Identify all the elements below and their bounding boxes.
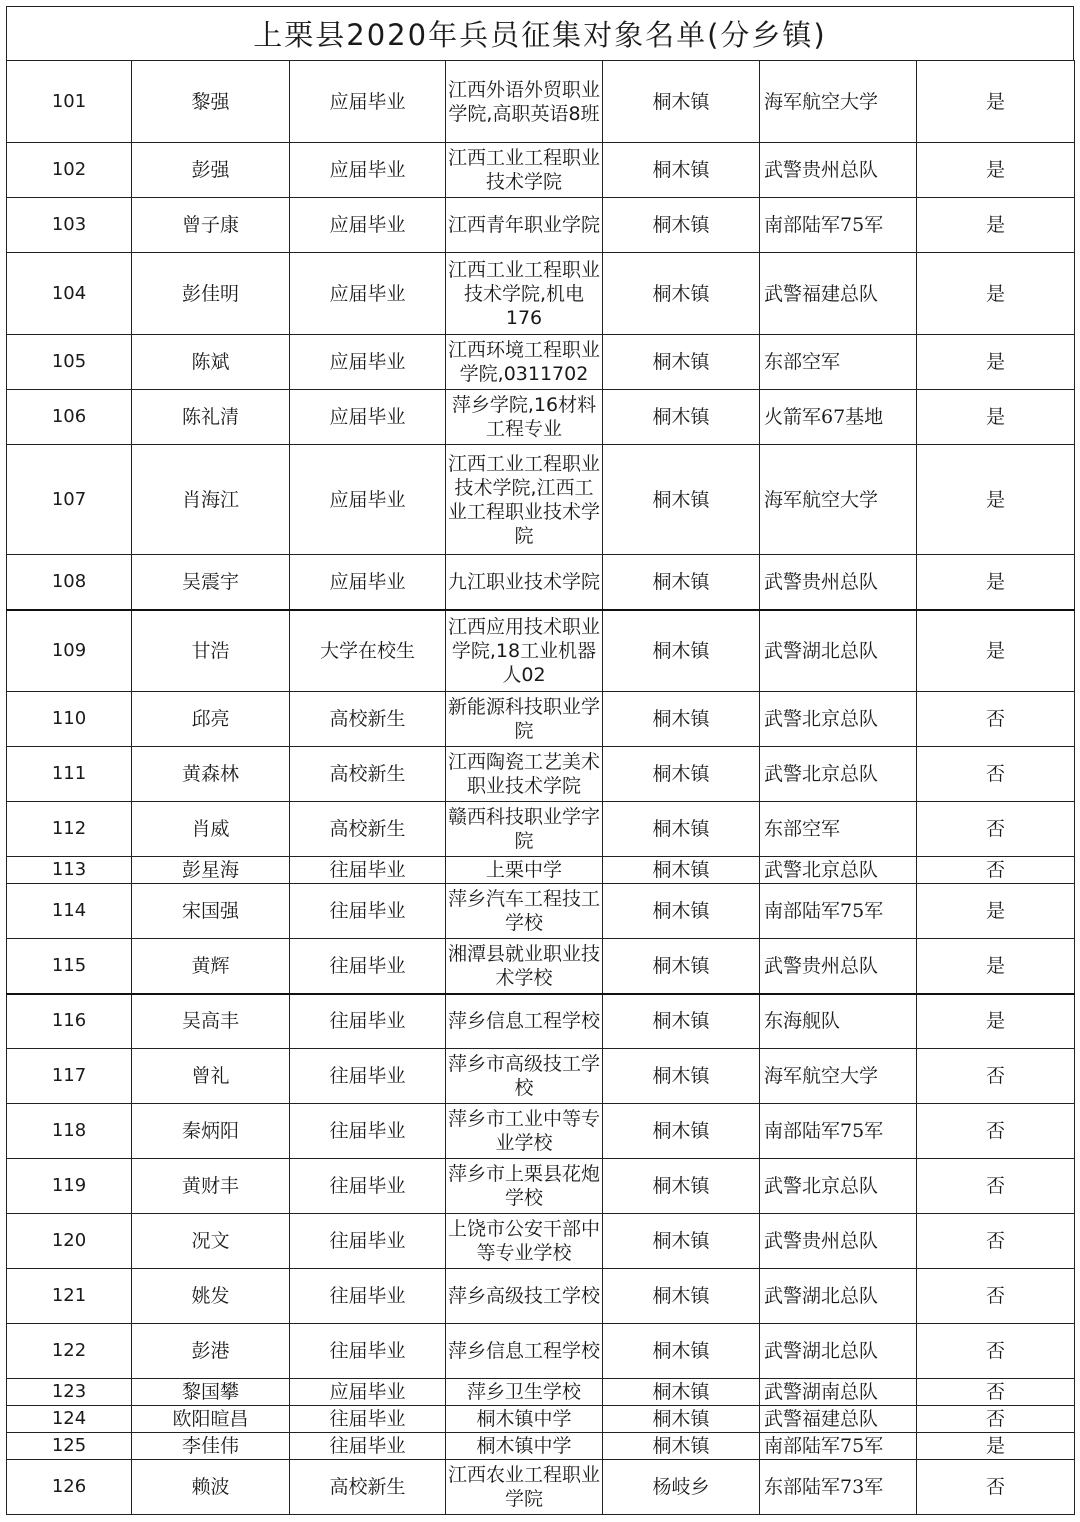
row-category: 应届毕业 xyxy=(290,253,446,335)
row-unit: 东部空军 xyxy=(760,802,917,857)
row-school: 新能源科技职业学院 xyxy=(446,692,603,747)
row-flag: 是 xyxy=(917,445,1075,555)
row-flag: 否 xyxy=(917,1460,1075,1515)
row-flag: 是 xyxy=(917,61,1075,143)
row-school: 江西工业工程职业技术学院,机电176 xyxy=(446,253,603,335)
row-name: 曾子康 xyxy=(132,198,290,253)
table-row xyxy=(7,994,1075,1049)
row-category: 应届毕业 xyxy=(290,335,446,390)
row-name: 姚发 xyxy=(132,1269,290,1324)
row-number: 115 xyxy=(7,939,132,994)
row-unit: 南部陆军75军 xyxy=(760,884,917,939)
row-town: 桐木镇 xyxy=(603,1214,760,1269)
row-name: 彭佳明 xyxy=(132,253,290,335)
table-row xyxy=(7,747,1075,802)
table-row xyxy=(7,143,1075,198)
row-name: 黎强 xyxy=(132,61,290,143)
table-row xyxy=(7,802,1075,857)
row-town: 桐木镇 xyxy=(603,390,760,445)
row-school: 桐木镇中学 xyxy=(446,1433,603,1460)
row-name: 甘浩 xyxy=(132,610,290,692)
row-flag: 否 xyxy=(917,1406,1075,1433)
row-town: 桐木镇 xyxy=(603,1049,760,1104)
row-town: 桐木镇 xyxy=(603,802,760,857)
row-category: 往届毕业 xyxy=(290,884,446,939)
row-town: 桐木镇 xyxy=(603,1324,760,1379)
row-school: 江西青年职业学院 xyxy=(446,198,603,253)
row-name: 黄财丰 xyxy=(132,1159,290,1214)
row-flag: 否 xyxy=(917,1104,1075,1159)
row-unit: 南部陆军75军 xyxy=(760,1104,917,1159)
row-flag: 是 xyxy=(917,143,1075,198)
row-unit: 武警贵州总队 xyxy=(760,939,917,994)
row-unit: 武警湖南总队 xyxy=(760,1379,917,1406)
roster-table xyxy=(6,60,1075,1515)
roster-body xyxy=(7,61,1075,1515)
row-number: 107 xyxy=(7,445,132,555)
row-name: 曾礼 xyxy=(132,1049,290,1104)
row-town: 桐木镇 xyxy=(603,610,760,692)
row-category: 应届毕业 xyxy=(290,445,446,555)
row-number: 103 xyxy=(7,198,132,253)
table-row xyxy=(7,884,1075,939)
table-row xyxy=(7,198,1075,253)
row-name: 黄辉 xyxy=(132,939,290,994)
row-school: 桐木镇中学 xyxy=(446,1406,603,1433)
row-school: 赣西科技职业学字院 xyxy=(446,802,603,857)
row-category: 高校新生 xyxy=(290,802,446,857)
row-school: 萍乡市上栗县花炮学校 xyxy=(446,1159,603,1214)
row-school: 江西陶瓷工艺美术职业技术学院 xyxy=(446,747,603,802)
row-number: 112 xyxy=(7,802,132,857)
row-school: 萍乡市高级技工学校 xyxy=(446,1049,603,1104)
table-row xyxy=(7,692,1075,747)
row-category: 往届毕业 xyxy=(290,857,446,884)
row-category: 往届毕业 xyxy=(290,1104,446,1159)
row-category: 往届毕业 xyxy=(290,1406,446,1433)
row-unit: 海军航空大学 xyxy=(760,1049,917,1104)
table-row xyxy=(7,61,1075,143)
row-number: 104 xyxy=(7,253,132,335)
row-category: 往届毕业 xyxy=(290,994,446,1049)
row-category: 往届毕业 xyxy=(290,1269,446,1324)
row-flag: 是 xyxy=(917,939,1075,994)
row-unit: 武警北京总队 xyxy=(760,857,917,884)
row-name: 彭星海 xyxy=(132,857,290,884)
row-number: 102 xyxy=(7,143,132,198)
row-school: 萍乡市工业中等专业学校 xyxy=(446,1104,603,1159)
row-town: 桐木镇 xyxy=(603,143,760,198)
row-category: 往届毕业 xyxy=(290,939,446,994)
row-name: 况文 xyxy=(132,1214,290,1269)
row-town: 桐木镇 xyxy=(603,1269,760,1324)
row-unit: 东部陆军73军 xyxy=(760,1460,917,1515)
row-flag: 是 xyxy=(917,884,1075,939)
row-category: 高校新生 xyxy=(290,747,446,802)
row-flag: 是 xyxy=(917,555,1075,610)
row-flag: 是 xyxy=(917,610,1075,692)
table-row xyxy=(7,555,1075,610)
row-name: 黄森林 xyxy=(132,747,290,802)
page-title: 上栗县2020年兵员征集对象名单(分乡镇) xyxy=(253,18,827,52)
row-unit: 武警湖北总队 xyxy=(760,1324,917,1379)
table-row xyxy=(7,1269,1075,1324)
row-category: 应届毕业 xyxy=(290,61,446,143)
row-number: 123 xyxy=(7,1379,132,1406)
row-name: 吴高丰 xyxy=(132,994,290,1049)
row-town: 桐木镇 xyxy=(603,884,760,939)
row-flag: 是 xyxy=(917,253,1075,335)
row-name: 陈礼清 xyxy=(132,390,290,445)
row-school: 江西工业工程职业技术学院 xyxy=(446,143,603,198)
row-name: 黎国攀 xyxy=(132,1379,290,1406)
row-school: 江西应用技术职业学院,18工业机器人02 xyxy=(446,610,603,692)
row-school: 萍乡信息工程学校 xyxy=(446,1324,603,1379)
table-row xyxy=(7,1406,1075,1433)
row-category: 大学在校生 xyxy=(290,610,446,692)
row-town: 桐木镇 xyxy=(603,994,760,1049)
row-flag: 是 xyxy=(917,390,1075,445)
row-name: 欧阳暄昌 xyxy=(132,1406,290,1433)
row-name: 李佳伟 xyxy=(132,1433,290,1460)
row-number: 117 xyxy=(7,1049,132,1104)
row-town: 桐木镇 xyxy=(603,939,760,994)
row-town: 桐木镇 xyxy=(603,747,760,802)
row-name: 邱亮 xyxy=(132,692,290,747)
table-row xyxy=(7,1324,1075,1379)
row-school: 九江职业技术学院 xyxy=(446,555,603,610)
table-row xyxy=(7,610,1075,692)
row-flag: 是 xyxy=(917,994,1075,1049)
row-unit: 南部陆军75军 xyxy=(760,198,917,253)
row-school: 上栗中学 xyxy=(446,857,603,884)
row-category: 应届毕业 xyxy=(290,198,446,253)
row-unit: 武警贵州总队 xyxy=(760,555,917,610)
row-name: 肖海江 xyxy=(132,445,290,555)
row-number: 125 xyxy=(7,1433,132,1460)
row-unit: 武警福建总队 xyxy=(760,253,917,335)
row-category: 应届毕业 xyxy=(290,555,446,610)
row-school: 湘潭县就业职业技术学校 xyxy=(446,939,603,994)
row-town: 桐木镇 xyxy=(603,857,760,884)
row-number: 109 xyxy=(7,610,132,692)
row-flag: 否 xyxy=(917,1159,1075,1214)
row-town: 桐木镇 xyxy=(603,253,760,335)
row-flag: 否 xyxy=(917,857,1075,884)
document-page xyxy=(6,6,1074,1515)
row-town: 桐木镇 xyxy=(603,1406,760,1433)
row-name: 赖波 xyxy=(132,1460,290,1515)
row-number: 110 xyxy=(7,692,132,747)
row-unit: 海军航空大学 xyxy=(760,445,917,555)
row-flag: 否 xyxy=(917,1269,1075,1324)
row-school: 萍乡高级技工学校 xyxy=(446,1269,603,1324)
row-school: 江西农业工程职业学院 xyxy=(446,1460,603,1515)
row-category: 往届毕业 xyxy=(290,1049,446,1104)
row-flag: 否 xyxy=(917,747,1075,802)
row-town: 杨岐乡 xyxy=(603,1460,760,1515)
row-school: 江西外语外贸职业学院,高职英语8班 xyxy=(446,61,603,143)
row-category: 往届毕业 xyxy=(290,1159,446,1214)
row-category: 应届毕业 xyxy=(290,143,446,198)
row-number: 111 xyxy=(7,747,132,802)
row-unit: 东部空军 xyxy=(760,335,917,390)
row-category: 往届毕业 xyxy=(290,1433,446,1460)
row-school: 萍乡卫生学校 xyxy=(446,1379,603,1406)
row-flag: 否 xyxy=(917,1324,1075,1379)
row-flag: 否 xyxy=(917,692,1075,747)
table-row xyxy=(7,1214,1075,1269)
row-unit: 武警北京总队 xyxy=(760,1159,917,1214)
row-number: 116 xyxy=(7,994,132,1049)
row-unit: 武警贵州总队 xyxy=(760,143,917,198)
table-row xyxy=(7,445,1075,555)
row-town: 桐木镇 xyxy=(603,555,760,610)
table-row xyxy=(7,1049,1075,1104)
row-school: 萍乡信息工程学校 xyxy=(446,994,603,1049)
row-number: 113 xyxy=(7,857,132,884)
row-town: 桐木镇 xyxy=(603,198,760,253)
row-school: 江西工业工程职业技术学院,江西工业工程职业技术学院 xyxy=(446,445,603,555)
row-town: 桐木镇 xyxy=(603,445,760,555)
table-row xyxy=(7,1104,1075,1159)
row-town: 桐木镇 xyxy=(603,1104,760,1159)
row-unit: 武警北京总队 xyxy=(760,747,917,802)
table-row xyxy=(7,857,1075,884)
row-category: 应届毕业 xyxy=(290,1379,446,1406)
table-row xyxy=(7,1379,1075,1406)
row-unit: 东海舰队 xyxy=(760,994,917,1049)
row-category: 往届毕业 xyxy=(290,1214,446,1269)
row-flag: 是 xyxy=(917,198,1075,253)
row-number: 106 xyxy=(7,390,132,445)
row-number: 126 xyxy=(7,1460,132,1515)
row-flag: 否 xyxy=(917,802,1075,857)
table-row xyxy=(7,939,1075,994)
row-town: 桐木镇 xyxy=(603,1379,760,1406)
row-school: 萍乡学院,16材料工程专业 xyxy=(446,390,603,445)
row-number: 120 xyxy=(7,1214,132,1269)
table-row xyxy=(7,1433,1075,1460)
row-unit: 武警湖北总队 xyxy=(760,610,917,692)
table-row xyxy=(7,390,1075,445)
row-unit: 海军航空大学 xyxy=(760,61,917,143)
row-number: 108 xyxy=(7,555,132,610)
row-category: 应届毕业 xyxy=(290,390,446,445)
row-flag: 否 xyxy=(917,1379,1075,1406)
table-row xyxy=(7,1159,1075,1214)
row-number: 114 xyxy=(7,884,132,939)
row-flag: 是 xyxy=(917,335,1075,390)
table-row xyxy=(7,335,1075,390)
row-number: 101 xyxy=(7,61,132,143)
row-number: 121 xyxy=(7,1269,132,1324)
row-school: 上饶市公安干部中等专业学校 xyxy=(446,1214,603,1269)
title-box xyxy=(6,6,1074,60)
row-unit: 火箭军67基地 xyxy=(760,390,917,445)
row-unit: 武警福建总队 xyxy=(760,1406,917,1433)
row-number: 122 xyxy=(7,1324,132,1379)
row-name: 吴震宇 xyxy=(132,555,290,610)
row-number: 105 xyxy=(7,335,132,390)
row-name: 肖威 xyxy=(132,802,290,857)
row-name: 彭港 xyxy=(132,1324,290,1379)
row-category: 高校新生 xyxy=(290,692,446,747)
row-unit: 武警北京总队 xyxy=(760,692,917,747)
row-school: 萍乡汽车工程技工学校 xyxy=(446,884,603,939)
row-town: 桐木镇 xyxy=(603,61,760,143)
row-flag: 是 xyxy=(917,1433,1075,1460)
row-town: 桐木镇 xyxy=(603,335,760,390)
row-town: 桐木镇 xyxy=(603,1433,760,1460)
row-school: 江西环境工程职业学院,0311702 xyxy=(446,335,603,390)
row-town: 桐木镇 xyxy=(603,1159,760,1214)
row-town: 桐木镇 xyxy=(603,692,760,747)
row-name: 陈斌 xyxy=(132,335,290,390)
table-row xyxy=(7,253,1075,335)
row-number: 118 xyxy=(7,1104,132,1159)
row-unit: 武警贵州总队 xyxy=(760,1214,917,1269)
row-unit: 南部陆军75军 xyxy=(760,1433,917,1460)
row-name: 彭强 xyxy=(132,143,290,198)
row-unit: 武警湖北总队 xyxy=(760,1269,917,1324)
row-flag: 否 xyxy=(917,1049,1075,1104)
row-name: 秦炳阳 xyxy=(132,1104,290,1159)
row-category: 往届毕业 xyxy=(290,1324,446,1379)
row-number: 124 xyxy=(7,1406,132,1433)
row-name: 宋国强 xyxy=(132,884,290,939)
row-flag: 否 xyxy=(917,1214,1075,1269)
table-row xyxy=(7,1460,1075,1515)
row-category: 高校新生 xyxy=(290,1460,446,1515)
row-number: 119 xyxy=(7,1159,132,1214)
